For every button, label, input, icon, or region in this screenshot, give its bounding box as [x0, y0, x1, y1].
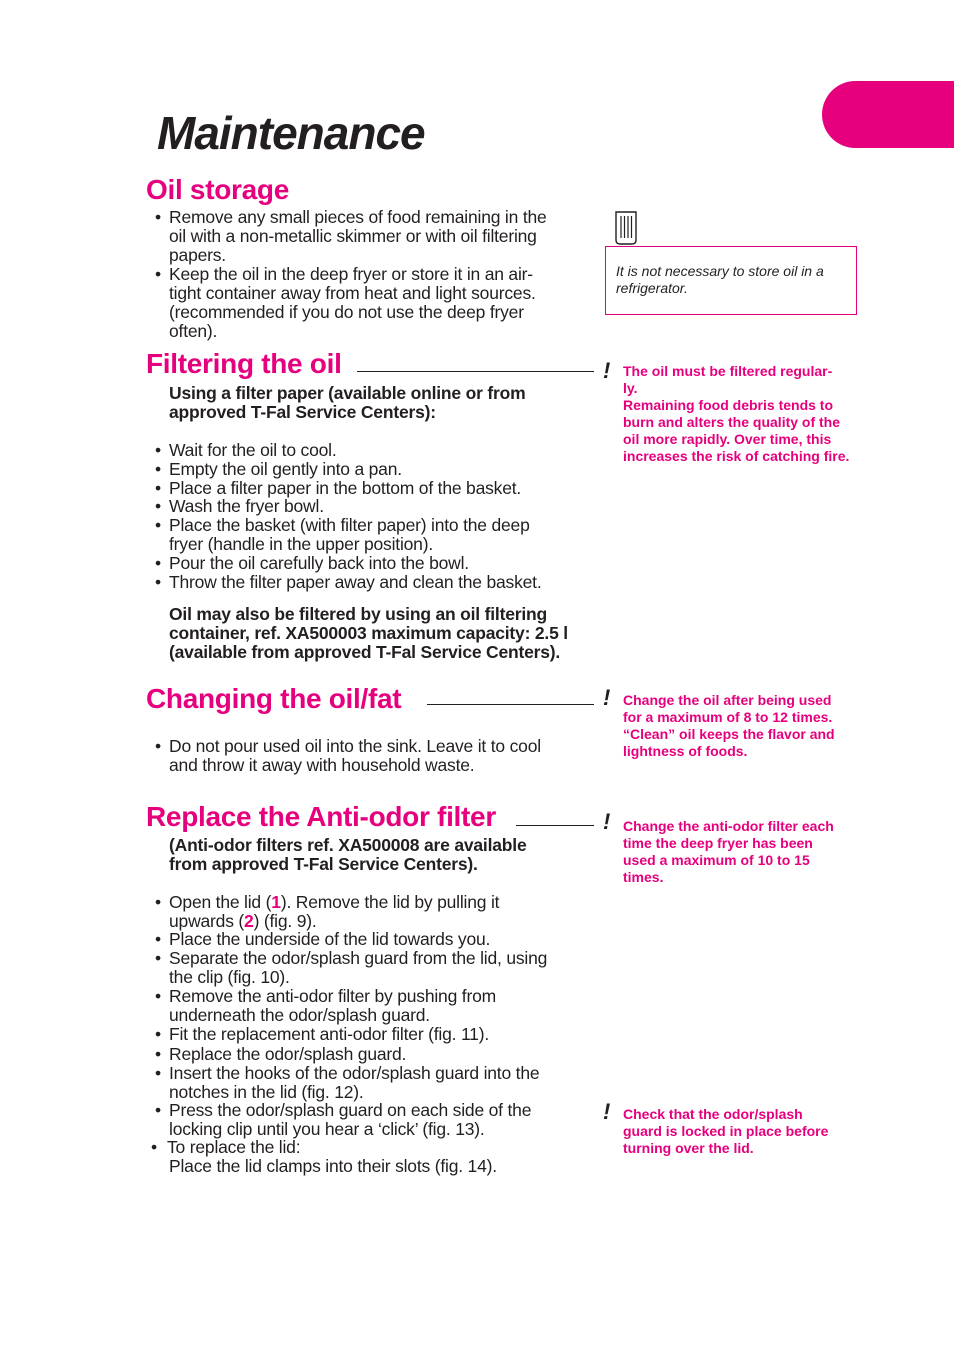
filtering-item: [154, 441, 599, 460]
antiodor-item: [154, 949, 599, 987]
line: times.: [623, 869, 664, 885]
oil-storage-item: [154, 265, 599, 341]
line: upwards (2) (fig. 9).: [169, 911, 317, 931]
changing-item: [154, 737, 599, 775]
line: approved T-Fal Service Centers):: [169, 402, 436, 422]
line: Do not pour used oil into the sink. Leave it to cool: [169, 736, 541, 756]
line: To replace the lid:: [167, 1137, 301, 1157]
line: Change the anti-odor filter each: [623, 818, 834, 834]
filtering-outro: [169, 605, 568, 662]
heading-rule: [516, 825, 594, 826]
line: oil more rapidly. Over time, this: [623, 431, 832, 447]
line: papers.: [169, 245, 226, 265]
line: locking clip until you hear a ‘click’ (fig. 13).: [169, 1119, 485, 1139]
line: turning over the lid.: [623, 1140, 754, 1156]
line: used a maximum of 10 to 15: [623, 852, 810, 868]
line: Pour the oil carefully back into the bowl.: [169, 553, 469, 573]
warning-icon: !: [603, 1099, 611, 1124]
line: often).: [169, 321, 218, 341]
page-title: Maintenance: [157, 107, 425, 159]
line: Place the underside of the lid towards you.: [169, 929, 491, 949]
heading-rule: [357, 371, 594, 372]
line: from approved T-Fal Service Centers).: [169, 854, 478, 874]
antiodor-item: [154, 987, 599, 1025]
antiodor-item: [154, 1064, 599, 1102]
line: Remove any small pieces of food remaining in the: [169, 207, 547, 227]
line: the clip (fig. 10).: [169, 967, 290, 987]
guard-note: [623, 1106, 863, 1157]
filtering-intro: [169, 384, 525, 422]
line: Fit the replacement anti-odor filter (fig. 11).: [169, 1024, 489, 1044]
line: Place a filter paper in the bottom of the basket.: [169, 478, 522, 498]
antiodor-item: [150, 1138, 597, 1176]
line: (available from approved T-Fal Service Centers).: [169, 642, 561, 662]
antiodor-item: [154, 893, 599, 931]
filtering-item: [154, 554, 599, 573]
heading-rule: [427, 704, 594, 705]
line: Separate the odor/splash guard from the lid, using: [169, 948, 548, 968]
line: ly.: [623, 380, 638, 396]
antiodor-item: [154, 930, 599, 949]
line: Place the basket (with filter paper) into the deep: [169, 515, 530, 535]
line: Throw the filter paper away and clean the basket.: [169, 572, 542, 592]
line: container, ref. XA500003 maximum capacity: 2.5 l: [169, 623, 568, 643]
changing-heading: Changing the oil/fat: [146, 683, 402, 714]
line: increases the risk of catching fire.: [623, 448, 850, 464]
line: and throw it away with household waste.: [169, 755, 475, 775]
line: Wait for the oil to cool.: [169, 440, 337, 460]
callout-2: 2: [244, 911, 254, 931]
line: Keep the oil in the deep fryer or store it in an air-: [169, 264, 533, 284]
line: Insert the hooks of the odor/splash guard into the: [169, 1063, 540, 1083]
line: fryer (handle in the upper position).: [169, 534, 434, 554]
changing-note: [623, 692, 863, 760]
line: oil with a non-metallic skimmer or with oil filtering: [169, 226, 537, 246]
line: time the deep fryer has been: [623, 835, 813, 851]
tip-text: It is not necessary to store oil in a refrigerator.: [616, 263, 824, 296]
line: (Anti-odor filters ref. XA500008 are available: [169, 835, 527, 855]
line: The oil must be filtered regular-: [623, 363, 833, 379]
warning-icon: !: [603, 685, 611, 710]
line: (recommended if you do not use the deep fryer: [169, 302, 524, 322]
line: notches in the lid (fig. 12).: [169, 1082, 364, 1102]
line: Using a filter paper (available online or from: [169, 383, 526, 403]
line: Press the odor/splash guard on each side of the: [169, 1100, 532, 1120]
warning-icon: !: [603, 358, 611, 383]
chapter-tab: [822, 81, 954, 148]
line: guard is locked in place before: [623, 1123, 829, 1139]
line: Oil may also be filtered by using an oil filtering: [169, 604, 547, 624]
line: Replace the odor/splash guard.: [169, 1044, 407, 1064]
antiodor-note: [623, 818, 863, 886]
line: tight container away from heat and light sources.: [169, 283, 536, 303]
antiodor-heading: Replace the Anti-odor filter: [146, 801, 496, 832]
filtering-item: [154, 516, 599, 554]
antiodor-intro: [169, 836, 526, 874]
filtering-item: [154, 460, 599, 479]
line: Place the lid clamps into their slots (fig. 14).: [169, 1156, 497, 1176]
line: underneath the odor/splash guard.: [169, 1005, 430, 1025]
antiodor-item: [154, 1045, 599, 1064]
line: Remove the anti-odor filter by pushing from: [169, 986, 496, 1006]
line: Wash the fryer bowl.: [169, 496, 324, 516]
line: “Clean” oil keeps the flavor and: [623, 726, 835, 742]
warning-icon: !: [603, 809, 611, 834]
line: Change the oil after being used: [623, 692, 832, 708]
line: Empty the oil gently into a pan.: [169, 459, 402, 479]
filtering-note: [623, 363, 863, 465]
line: Remaining food debris tends to: [623, 397, 834, 413]
filtering-heading: Filtering the oil: [146, 348, 342, 379]
line: Open the lid (1). Remove the lid by pulling it: [169, 892, 500, 912]
antiodor-item: [154, 1101, 599, 1139]
line: for a maximum of 8 to 12 times.: [623, 709, 833, 725]
line: Check that the odor/splash: [623, 1106, 803, 1122]
line: burn and alters the quality of the: [623, 414, 841, 430]
filtering-item: [154, 573, 599, 592]
antiodor-item: [154, 1025, 599, 1044]
line: lightness of foods.: [623, 743, 748, 759]
filtering-item: [154, 497, 599, 516]
fork-tip-icon: [612, 210, 640, 246]
callout-1: 1: [271, 892, 281, 912]
oil-storage-item: [154, 208, 599, 265]
oil-storage-heading: Oil storage: [146, 174, 289, 205]
